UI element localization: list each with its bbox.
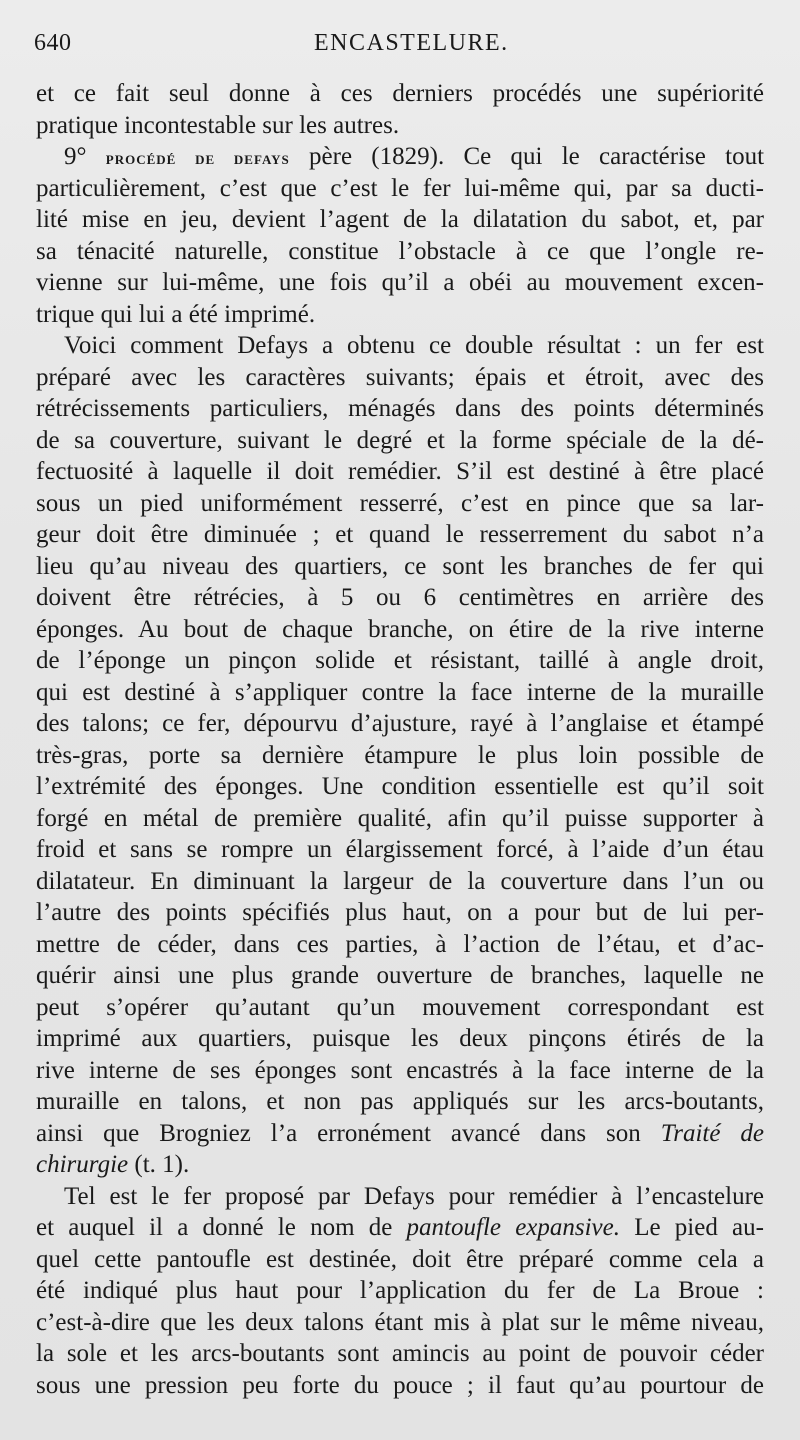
page-header [34,22,766,62]
text-line: sous un pied uniformément resserré, c’est en pince que sa lar- [36,489,764,517]
text-line: préparé avec les caractères suivants; épais et étroit, avec des [36,363,764,391]
text-line: rétrécissements particuliers, ménagés dans des points déterminés [36,395,764,422]
procedure-heading: procédé de defays [105,148,290,169]
book-title-italic: Traité de [660,1119,764,1147]
text-line: sa ténacité naturelle, constitue l’obstacle à ce que l’ongle re- [36,237,764,265]
text-line: ainsi que Brogniez l’a erronément avancé dans son Traité de [36,1119,764,1147]
text-line: muraille en talons, et non pas appliqués sur les arcs-boutants, [36,1088,764,1115]
book-title-italic: chirurgie [36,1151,129,1178]
text-line: pratique incontestable sur les autres. [36,111,400,139]
text-line: lité mise en jeu, devient l’agent de la dilatation du sabot, et, par [36,206,764,233]
text-line: forgé en métal de première qualité, afin qu’il puisse supporter à [36,804,764,832]
text-line: quérir ainsi une plus grande ouverture de branches, laquelle ne [36,962,764,989]
text-line: trique qui lui a été imprimé. [36,300,316,328]
term-italic: pantoufle expansive. [406,1214,621,1241]
text-line: particulièrement, c’est que c’est le fer lui-même qui, par sa ducti- [36,174,764,202]
text-line: 9° procédé de defays père (1829). Ce qui le caractérise tout [64,143,764,170]
text-line: rive interne de ses éponges sont encastrés à la face interne de la [36,1056,764,1084]
text-line: c’est-à-dire que les deux talons étant mis à plat sur le même niveau, [36,1308,764,1336]
body-text [36,78,764,1401]
text-line: peut s’opérer qu’autant qu’un mouvement correspondant est [36,993,764,1021]
text-line: la sole et les arcs-boutants sont amincis au point de pouvoir céder [36,1340,764,1367]
text-line: qui est destiné à s’appliquer contre la face interne de la muraille [36,678,764,706]
text-line: été indiqué plus haut pour l’application du fer de La Broue : [36,1277,764,1304]
page-number: 640 [34,30,72,56]
text-line: Tel est le fer proposé par Defays pour remédier à l’encastelure [64,1182,764,1210]
text-line: fectuosité à laquelle il doit remédier. S’il est destiné à être placé [36,458,764,485]
text-line: des talons; ce fer, dépourvu d’ajusture, rayé à l’anglaise et étampé [36,710,764,737]
text-line: lieu qu’au niveau des quartiers, ce sont les branches de fer qui [36,552,764,580]
text-line: chirurgie (t. 1). [36,1151,190,1178]
text-line: l’extrémité des éponges. Une condition essentielle est qu’il soit [36,773,764,800]
text-line: éponges. Au bout de chaque branche, on étire de la rive interne [36,615,764,643]
text-line: de sa couverture, suivant le degré et la forme spéciale de la dé- [36,426,764,454]
text-line: de l’éponge un pinçon solide et résistant, taillé à angle droit, [36,647,764,674]
text-line: geur doit être diminuée ; et quand le resserrement du sabot n’a [36,521,764,548]
text-line: mettre de céder, dans ces parties, à l’action de l’étau, et d’ac- [36,930,764,958]
text-line: et auquel il a donné le nom de pantoufle expansive. Le pied au- [36,1214,764,1241]
text-line: dilatateur. En diminuant la largeur de la couverture dans l’un ou [36,867,764,895]
running-title: ENCASTELURE. [314,30,509,56]
text-line: doivent être rétrécies, à 5 ou 6 centimètres en arrière des [36,584,764,611]
text-line: froid et sans se rompre un élargissement forcé, à l’aide d’un étau [36,836,764,863]
text-line: très-gras, porte sa dernière étampure le plus loin possible de [36,741,764,769]
text-line: sous une pression peu forte du pouce ; il faut qu’au pourtour de [36,1371,764,1399]
text-line: quel cette pantoufle est destinée, doit être préparé comme cela a [36,1245,764,1273]
text-line: l’autre des points spécifiés plus haut, on a pour but de lui per- [36,899,764,926]
text-line: imprimé aux quartiers, puisque les deux pinçons étirés de la [36,1025,764,1052]
text-line: vienne sur lui-même, une fois qu’il a obéi au mouvement excen- [36,269,764,296]
text-line: et ce fait seul donne à ces derniers procédés une supériorité [36,80,764,107]
text-line: Voici comment Defays a obtenu ce double résultat : un fer est [64,332,764,359]
